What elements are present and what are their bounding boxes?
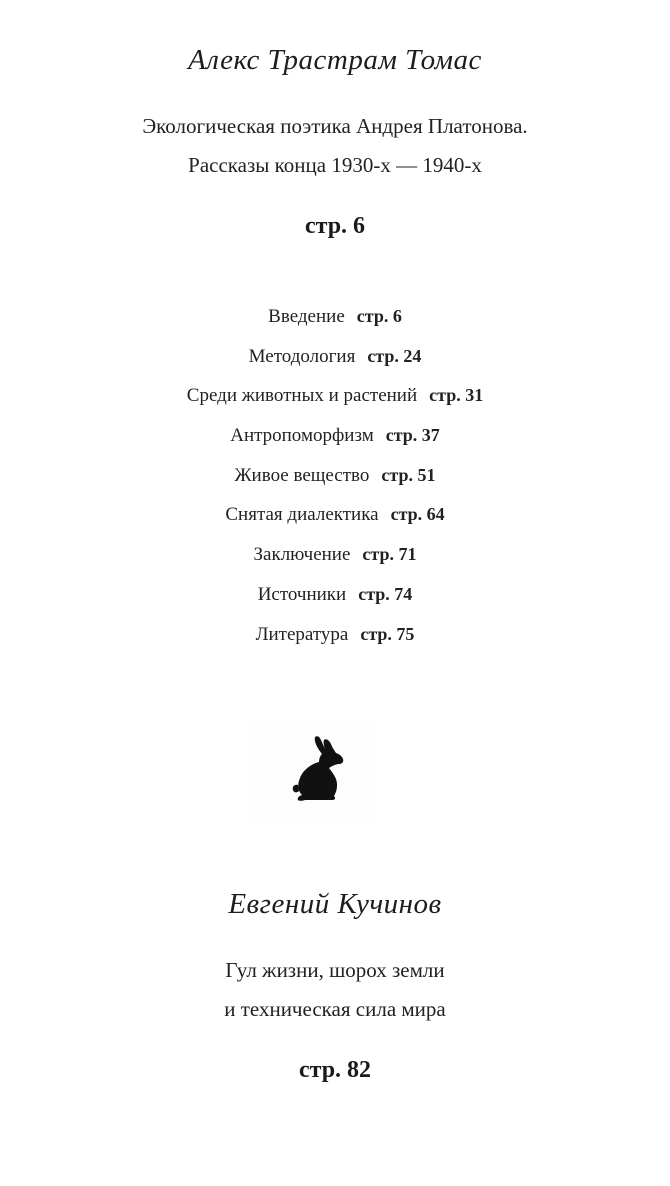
- toc-item-label: Антропоморфизм: [230, 425, 374, 447]
- toc-item-label: Снятая диалектика: [225, 504, 379, 526]
- toc-item-page: стр. 6: [356, 306, 402, 326]
- rabbit-icon: [289, 733, 349, 803]
- toc-item[interactable]: [0, 499, 670, 539]
- toc-item-page: стр. 74: [358, 583, 413, 604]
- table-of-contents: [0, 301, 670, 658]
- toc-item[interactable]: [0, 460, 670, 500]
- divider-ornament: [248, 719, 376, 823]
- toc-item[interactable]: [0, 579, 670, 619]
- article-title-line-1: Гул жизни, шорох земли: [225, 958, 445, 982]
- toc-item[interactable]: [0, 539, 670, 579]
- toc-item-label: Введение: [268, 306, 345, 327]
- toc-item-page: стр. 31: [429, 385, 484, 406]
- toc-item[interactable]: [0, 619, 670, 659]
- toc-item-page: стр. 37: [385, 425, 440, 446]
- article-title-line-2: и техническая сила мира: [224, 997, 446, 1021]
- toc-item-label: Литература: [255, 623, 349, 645]
- article-page-ref[interactable]: стр. 6: [304, 213, 366, 239]
- toc-item-label: Методология: [248, 345, 356, 367]
- toc-item[interactable]: [0, 380, 670, 420]
- toc-item-label: Источники: [257, 583, 347, 605]
- toc-item[interactable]: [0, 341, 670, 381]
- article-title-line-2: Рассказы конца 1930-х — 1940-х: [188, 153, 482, 177]
- article-page-ref[interactable]: стр. 82: [298, 1057, 372, 1083]
- toc-item-page: стр. 24: [367, 345, 422, 366]
- toc-item-label: Живое вещество: [234, 464, 370, 486]
- toc-item[interactable]: [0, 420, 670, 460]
- author-name: Евгений Кучинов: [228, 888, 442, 920]
- article-title-line-1: Экологическая поэтика Андрея Платонова.: [142, 114, 528, 138]
- toc-item[interactable]: [0, 301, 670, 341]
- toc-item-page: стр. 75: [360, 623, 415, 644]
- toc-item-page: стр. 64: [390, 504, 445, 525]
- author-name: Алекс Трастрам Томас: [188, 44, 482, 76]
- toc-item-page: стр. 51: [381, 464, 436, 485]
- toc-item-label: Заключение: [253, 544, 351, 566]
- toc-item-label: Среди животных и растений: [186, 385, 418, 407]
- toc-item-page: стр. 71: [362, 544, 417, 565]
